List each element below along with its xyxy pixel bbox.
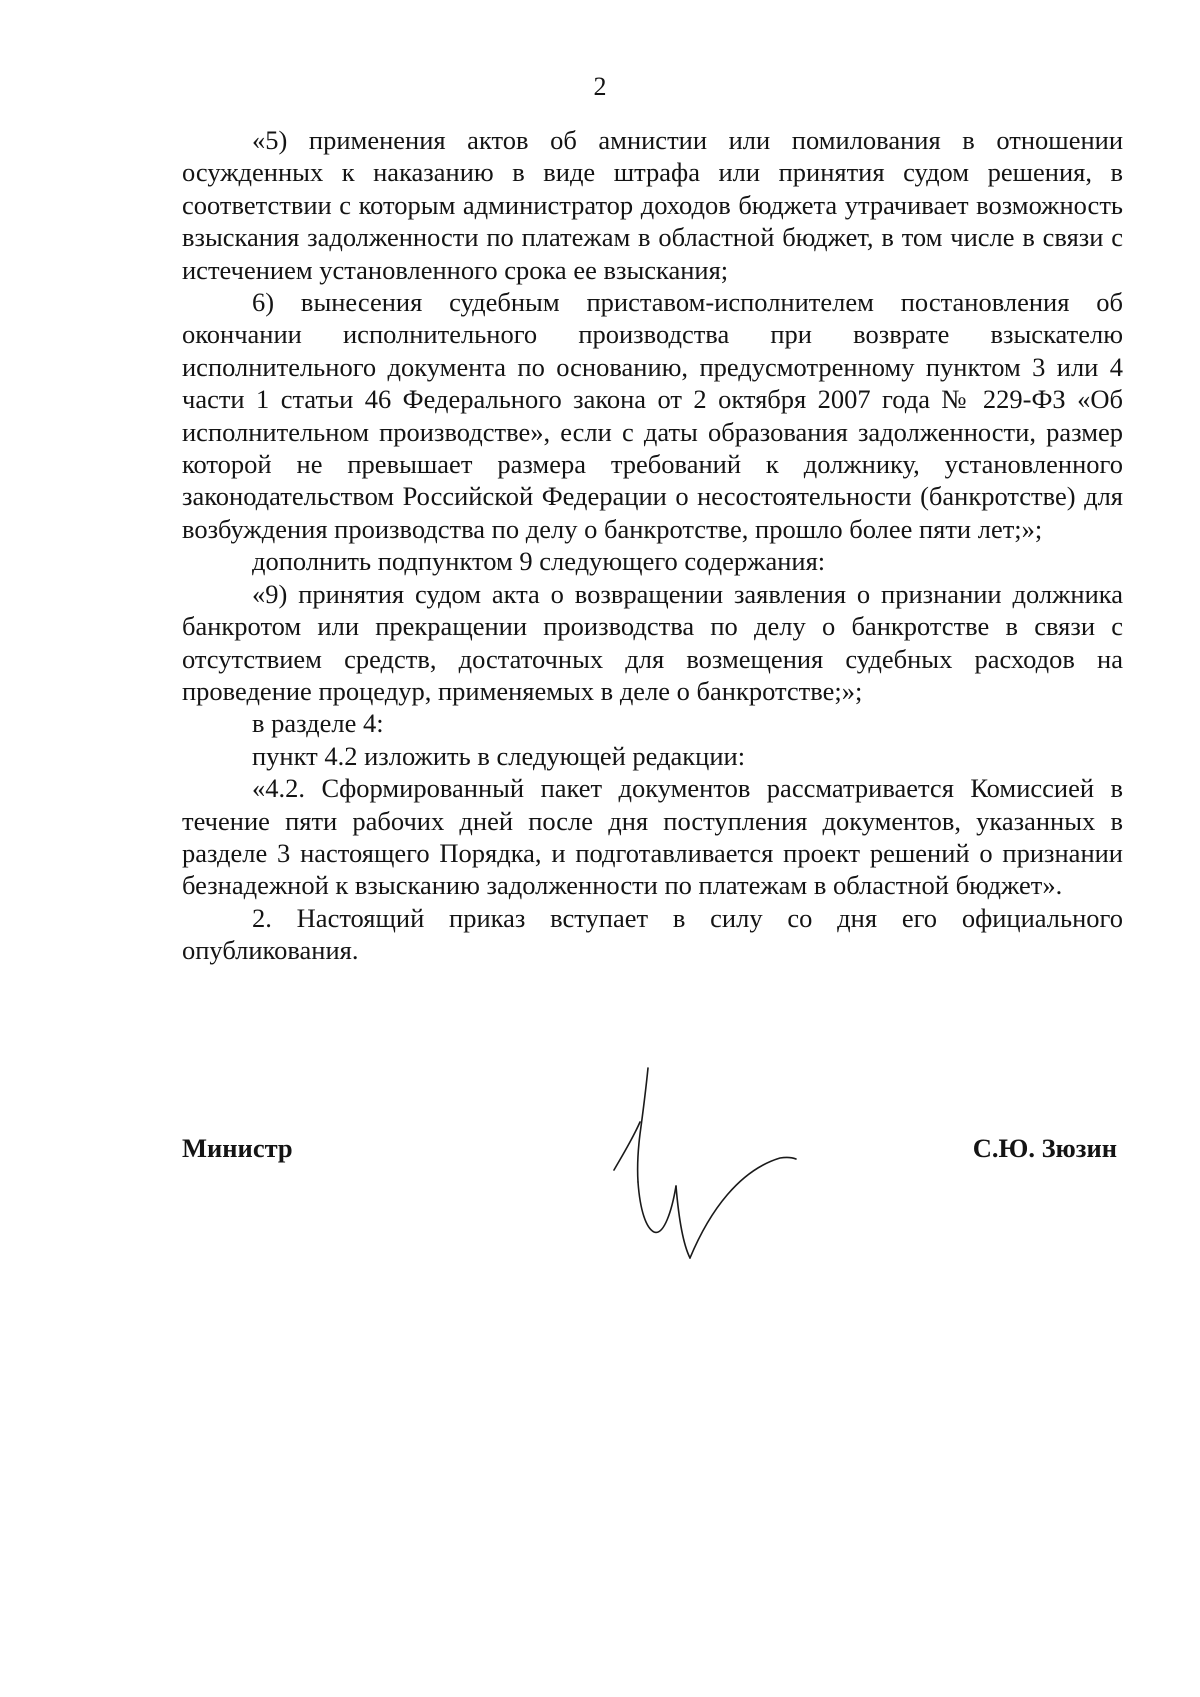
paragraph-section-4: в разделе 4: [252, 708, 384, 739]
paragraph-effective-date: 2. Настоящий приказ вступает в силу со дня его официального опубликования. [182, 902, 1123, 966]
handwritten-signature [610, 1060, 810, 1280]
paragraph-item-5: «5) применения актов об амнистии или помилования в отношении осужденных к наказанию в виде штрафа или принятия судом решения, в соответствии с которым администратор доходов бюджета утрачивает возможность взыскания задолженности по платежам в областной бюджет, в том числе в связи с истечением установленного срока ее взыскания; [182, 125, 1123, 285]
paragraph-item-9: «9) принятия судом акта о возвращении заявления о признании должника банкротом или прекращении производства по делу о банкротстве в связи с отсутствием средств, достаточных для возмещения судебных расходов на проведение процедур, применяемых в деле о банкротстве;»; [182, 578, 1123, 706]
signer-position: Министр [182, 1133, 293, 1163]
paragraph-item-6: 6) вынесения судебным приставом-исполнителем постановления об окончании исполнительного производства при возврате взыскателю исполнительного документа по основанию, предусмотренному пунктом 3 или 4 части 1 статьи 46 Федерального закона от 2 октября 2007 года № 229-ФЗ «Об исполнительном производстве», если с даты образования задолженности, размер которой не превышает размера требований к должнику, установленного законодательством Российской Федерации о несостоятельности (банкротстве) для возбуждения производства по делу о банкротстве, прошло более пяти лет;»; [182, 287, 1123, 544]
signer-name: С.Ю. Зюзин [972, 1133, 1117, 1163]
paragraph-clause-4-2-intro: пункт 4.2 изложить в следующей редакции: [252, 740, 746, 771]
page-number: 2 [593, 72, 607, 101]
document-body [182, 124, 1123, 967]
paragraph-add-subitem-9: дополнить подпунктом 9 следующего содержания: [252, 546, 826, 577]
paragraph-clause-4-2: «4.2. Сформированный пакет документов рассматривается Комиссией в течение пяти рабочих дней после дня поступления документов, указанных в разделе 3 настоящего Порядка, и подготавливается проект решений о признании безнадежной к взысканию задолженности по платежам в областной бюджет». [182, 773, 1123, 901]
